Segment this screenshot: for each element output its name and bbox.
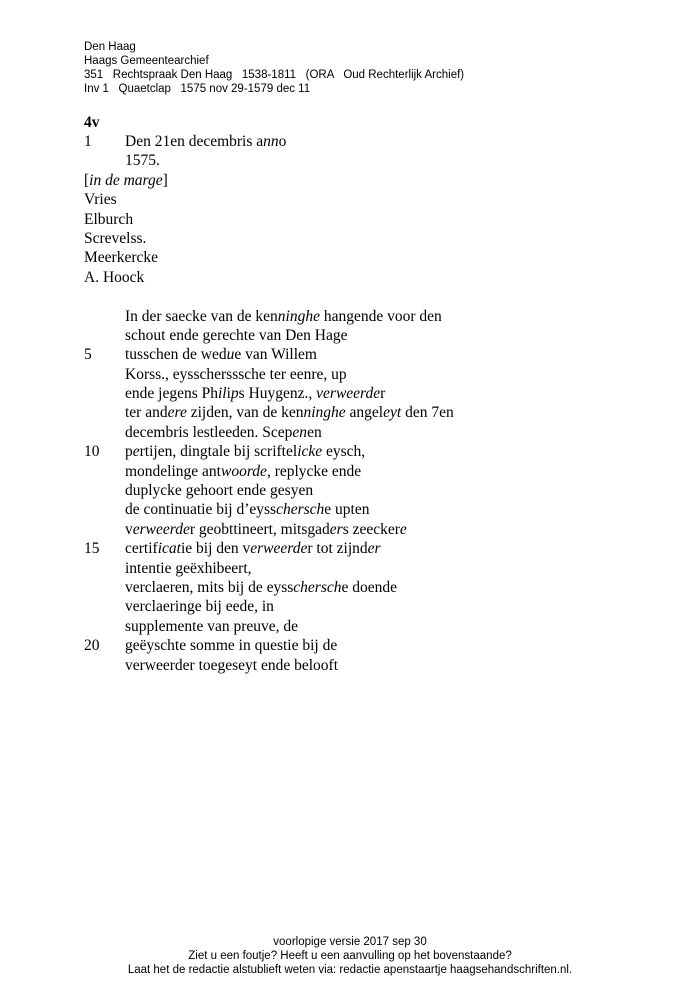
text-segment: p [125,443,133,461]
transcription-line [84,132,287,151]
text-segment: angel [345,404,384,422]
text-segment: de continuatie bij d’eyss [125,501,277,519]
text-segment: geëyschte somme in questie bij de [125,637,338,655]
line-text [84,171,168,190]
line-text [84,210,133,229]
line-text [125,578,397,597]
text-segment: en [307,423,322,441]
text-segment: Meerkercke [84,249,159,267]
line-text [125,539,381,558]
text-segment: v [125,520,133,538]
expanded-abbreviation: chersch [293,578,342,596]
transcription-line [84,539,381,558]
transcription-line [84,559,252,578]
text-segment: verclaeringe bij eede, in [125,598,274,616]
transcription-line [84,151,160,170]
expanded-abbreviation: er [329,520,343,538]
expanded-abbreviation: in de marge [89,171,163,189]
margin-note-line [84,248,159,267]
text-segment: ] [162,171,168,189]
text-segment: s zeecker [342,520,400,538]
expanded-abbreviation: ninghe [303,404,346,422]
expanded-abbreviation: e [399,520,407,538]
line-text [84,268,144,287]
text-segment: i [226,385,231,403]
line-text [125,151,160,170]
transcription-line [84,403,454,422]
text-segment: A. Hoock [84,268,145,286]
text-segment: mondelinge ant [125,462,221,480]
expanded-abbreviation: eyt [383,404,402,422]
text-segment: Vries [84,191,117,209]
line-text [125,559,252,578]
text-segment: supplemente van preuve, de [125,617,299,635]
text-segment: den 7en [401,404,454,422]
expanded-abbreviation: en [292,423,308,441]
line-text [125,636,337,655]
text-segment: Den 21en decembris a [125,133,264,150]
text-segment: hangende voor den [319,307,442,325]
line-text [125,597,274,616]
text-segment: Screvelss. [84,229,147,247]
transcription-line [84,384,386,403]
text-segment: certif [125,540,158,558]
header-collection: 351 Rechtspraak Den Haag 1538-1811 (ORA Oud Rechterlijk Archief) [84,69,465,81]
line-number: 1 [84,133,92,150]
text-segment: ter and [125,404,168,422]
transcription-line [84,617,299,636]
text-segment: e doende [341,578,398,596]
margin-note-line [84,210,134,229]
margin-note-line [84,171,168,190]
footer-contact: Laat het de redactie alstublieft weten via: redactie apenstaartje haagsehandschriften.nl. [127,964,573,976]
footer-question: Ziet u een foutje? Heeft u een aanvulling op het bovenstaande? [188,950,512,962]
text-segment: r geobttineert, mitsgad [189,520,330,538]
transcription-line [84,656,339,675]
transcription-line [84,597,274,616]
expanded-abbreviation: icat [157,540,181,558]
margin-note-line [84,268,145,287]
margin-note-line [84,229,147,248]
line-text [125,403,454,422]
transcription-line [84,462,362,481]
text-segment: duplycke gehoort ende gesyen [125,482,314,500]
text-segment: Korss., eysschersssche ter eenre, up [125,365,347,383]
expanded-abbreviation: ninghe [277,307,320,325]
line-text [125,384,385,403]
line-text [125,132,286,151]
text-segment: r tot zijnd [307,540,368,558]
expanded-abbreviation: il [217,385,227,403]
line-text [125,307,442,326]
text-segment: decembris lestleeden. Scep [125,423,293,441]
line-text [125,345,317,364]
text-segment: ende jegens Ph [125,385,218,403]
folio-number: 4v [84,114,100,131]
expanded-abbreviation: woorde [221,462,267,480]
line-text [125,462,361,481]
footer-version: voorlopige versie 2017 sep 30 [273,936,427,948]
text-segment: , replycke ende [266,462,362,480]
expanded-abbreviation: nn [263,133,279,150]
line-text [125,520,407,539]
expanded-abbreviation: p [230,385,239,403]
line-number: 15 [84,540,100,558]
text-segment: verweerder toegeseyt ende belooft [125,656,339,674]
line-number: 5 [84,346,92,364]
transcription-line [84,423,322,442]
text-segment: [ [84,171,90,189]
text-segment: e upten [324,501,370,519]
expanded-abbreviation: icke [297,443,323,461]
blank-line [84,287,100,306]
text-segment: verclaeren, mits bij de eyss [125,578,294,596]
expanded-abbreviation: chersch [276,501,325,519]
transcription-line [84,578,398,597]
text-segment: rtijen, dingtale bij scriftel [139,443,298,461]
transcription-line [84,307,442,326]
text-segment: intentie geëxhibeert, [125,559,252,577]
text-segment: eysch, [322,443,366,461]
line-text [125,326,348,345]
text-segment: r [380,385,386,403]
text-segment: In der saecke van de ken [125,307,278,325]
line-text [125,365,347,384]
transcription-line [84,326,348,345]
transcription-line [84,345,317,364]
text-segment: o [278,133,287,150]
header-archive: Haags Gemeentearchief [84,55,209,67]
line-text [125,617,298,636]
text-segment: Elburch [84,210,134,228]
text-segment: 1575. [125,152,160,170]
line-text [125,442,365,461]
text-segment: schout ende gerechte van Den Hage [125,326,348,344]
transcription-line [84,636,338,655]
transcription-line [84,481,314,500]
text-segment: ie bij den v [180,540,251,558]
line-number: 20 [84,637,100,655]
line-text [125,500,370,519]
expanded-abbreviation: verweerde [316,385,381,403]
expanded-abbreviation: er [367,540,381,558]
line-text [84,248,158,267]
transcription-line [84,365,347,384]
text-segment: e van Willem [234,346,317,364]
line-text [84,190,117,209]
line-number: 10 [84,443,100,461]
text-segment: s Huygenz., [238,385,317,403]
expanded-abbreviation: erweerde [132,520,190,538]
header-city: Den Haag [84,41,136,53]
line-text [125,656,338,675]
document-footer [0,935,700,977]
text-segment: tusschen de wed [125,346,227,364]
margin-note-line [84,190,117,209]
transcription-line [84,442,366,461]
line-text [125,481,313,500]
transcription-lines [84,132,454,675]
document-header [84,40,464,96]
transcription-line [84,520,407,539]
line-text [84,229,146,248]
transcription-body [84,113,454,675]
header-inventory: Inv 1 Quaetclap 1575 nov 29-1579 dec 11 [84,83,311,95]
text-segment: zijden, van de ken [186,404,304,422]
expanded-abbreviation: ere [167,404,187,422]
expanded-abbreviation: u [226,346,235,364]
line-text [125,423,322,442]
transcription-line [84,500,370,519]
expanded-abbreviation: erweerde [250,540,308,558]
expanded-abbreviation: e [132,443,140,461]
